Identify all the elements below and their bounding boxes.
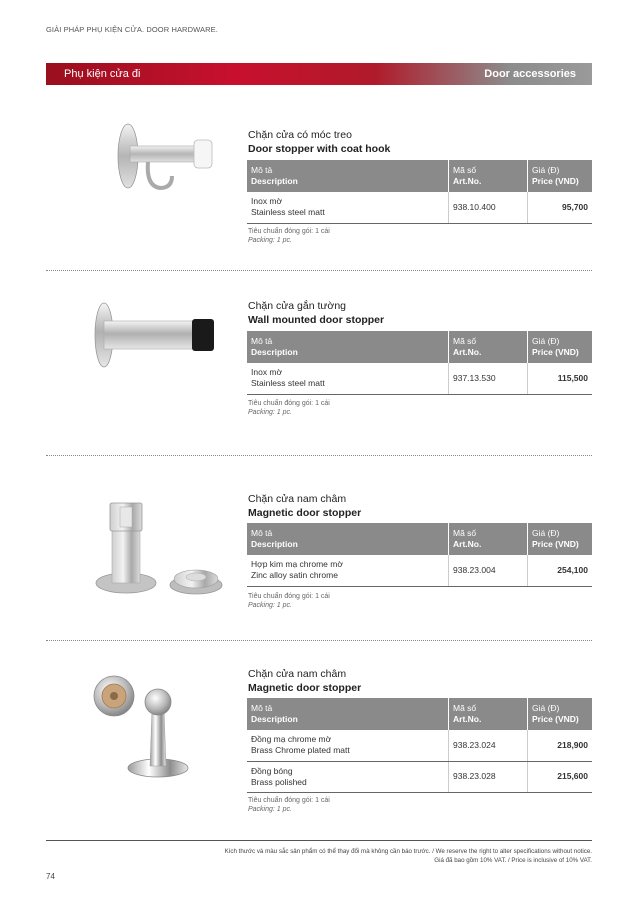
product-title-vi: Chặn cửa nam châm: [248, 668, 347, 680]
col-desc-en: Description: [251, 176, 298, 186]
footer-disclaimer: Kích thước và màu sắc sản phẩm có thể thay đổi mà không cần báo trước. / We reserve the right to alter specifications without notice.: [224, 848, 592, 855]
table-header: [247, 698, 592, 730]
product-title-vi: Chặn cửa gắn tường: [248, 300, 347, 312]
col-art-en: Art.No.: [453, 347, 482, 357]
col-price-en: Price (VND): [532, 347, 579, 357]
col-art-en: Art.No.: [453, 539, 482, 549]
col-art-vi: Mã số: [453, 165, 477, 175]
packing-vi: Tiêu chuẩn đóng gói: 1 cái: [248, 228, 330, 235]
product-title: [248, 492, 361, 520]
packing-info: [248, 592, 330, 610]
product-title: [248, 128, 390, 156]
col-art-en: Art.No.: [453, 714, 482, 724]
col-price-vi: Giá (Đ): [532, 165, 560, 175]
packing-vi: Tiêu chuẩn đóng gói: 1 cái: [248, 797, 330, 804]
product-title-en: Wall mounted door stopper: [248, 314, 385, 326]
row-desc-en: Stainless steel matt: [251, 378, 325, 389]
product-table: [247, 331, 592, 395]
door-stopper-hook-image: [86, 118, 236, 198]
product-title: [248, 667, 361, 695]
banner-title-vi: Phụ kiện cửa đi: [64, 68, 141, 80]
row-price: 115,500: [528, 363, 593, 394]
product-section-1: [46, 110, 592, 270]
col-art-vi: Mã số: [453, 528, 477, 538]
table-row: [247, 192, 592, 223]
col-desc-en: Description: [251, 347, 298, 357]
product-table: [247, 523, 592, 587]
row-art-no: 938.23.004: [449, 555, 528, 586]
row-art-no: 938.10.400: [449, 192, 528, 223]
row-art-no: 938.23.024: [449, 730, 528, 761]
page-number: 74: [46, 872, 55, 881]
row-desc-vi: Inox mờ: [251, 367, 283, 378]
table-header: [247, 331, 592, 363]
row-desc-vi: Inox mờ: [251, 196, 283, 207]
product-section-4: [46, 650, 592, 830]
product-title-vi: Chặn cửa có móc treo: [248, 129, 352, 141]
row-art-no: 938.23.028: [449, 761, 528, 792]
row-price: 218,900: [528, 730, 593, 761]
col-price-vi: Giá (Đ): [532, 336, 560, 346]
col-art-vi: Mã số: [453, 336, 477, 346]
product-section-3: [46, 475, 592, 635]
section-banner: [46, 63, 592, 85]
product-title-vi: Chặn cửa nam châm: [248, 493, 347, 505]
packing-info: [248, 399, 330, 417]
table-header: [247, 160, 592, 192]
product-title-en: Magnetic door stopper: [248, 682, 362, 694]
packing-en: Packing: 1 pc.: [248, 409, 292, 416]
col-art-vi: Mã số: [453, 703, 477, 713]
packing-vi: Tiêu chuẩn đóng gói: 1 cái: [248, 400, 330, 407]
brass-magnetic-stopper-image: [86, 672, 236, 782]
product-section-2: [46, 285, 592, 450]
col-price-en: Price (VND): [532, 714, 579, 724]
table-row: [247, 555, 592, 586]
section-divider: [46, 640, 592, 641]
footer-notice: [172, 847, 592, 865]
product-title-en: Magnetic door stopper: [248, 507, 362, 519]
col-desc-vi: Mô tả: [251, 703, 273, 713]
row-desc-vi: Hợp kim mạ chrome mờ: [251, 559, 343, 570]
col-desc-vi: Mô tả: [251, 336, 273, 346]
magnetic-door-stopper-image: [86, 493, 236, 608]
wall-door-stopper-image: [86, 295, 236, 375]
packing-en: Packing: 1 pc.: [248, 806, 292, 813]
table-row: [247, 363, 592, 394]
row-price: 95,700: [528, 192, 593, 223]
col-price-en: Price (VND): [532, 539, 579, 549]
row-price: 215,600: [528, 761, 593, 792]
row-desc-en: Zinc alloy satin chrome: [251, 570, 338, 581]
section-divider: [46, 455, 592, 456]
row-desc-en: Stainless steel matt: [251, 207, 325, 218]
col-price-en: Price (VND): [532, 176, 579, 186]
product-table: [247, 698, 592, 793]
packing-info: [248, 227, 330, 245]
banner-title-en: Door accessories: [484, 68, 576, 80]
table-header: [247, 523, 592, 555]
packing-en: Packing: 1 pc.: [248, 602, 292, 609]
product-title: [248, 299, 384, 327]
table-row: [247, 761, 592, 792]
packing-vi: Tiêu chuẩn đóng gói: 1 cái: [248, 593, 330, 600]
col-desc-en: Description: [251, 539, 298, 549]
row-art-no: 937.13.530: [449, 363, 528, 394]
section-divider: [46, 270, 592, 271]
product-table: [247, 160, 592, 224]
col-desc-vi: Mô tả: [251, 528, 273, 538]
row-desc-vi: Đồng mạ chrome mờ: [251, 734, 332, 745]
footer-vat-note: Giá đã bao gồm 10% VAT. / Price is inclusive of 10% VAT.: [434, 857, 592, 864]
col-price-vi: Giá (Đ): [532, 703, 560, 713]
footer-rule: [46, 840, 592, 841]
col-desc-en: Description: [251, 714, 298, 724]
packing-info: [248, 796, 330, 814]
packing-en: Packing: 1 pc.: [248, 237, 292, 244]
row-desc-en: Brass polished: [251, 776, 307, 787]
table-row: [247, 730, 592, 761]
row-price: 254,100: [528, 555, 593, 586]
col-art-en: Art.No.: [453, 176, 482, 186]
col-price-vi: Giá (Đ): [532, 528, 560, 538]
header-label: GIẢI PHÁP PHỤ KIỆN CỬA. DOOR HARDWARE.: [46, 25, 218, 34]
row-desc-vi: Đồng bóng: [251, 765, 293, 776]
col-desc-vi: Mô tả: [251, 165, 273, 175]
row-desc-en: Brass Chrome plated matt: [251, 745, 350, 756]
product-title-en: Door stopper with coat hook: [248, 143, 391, 155]
